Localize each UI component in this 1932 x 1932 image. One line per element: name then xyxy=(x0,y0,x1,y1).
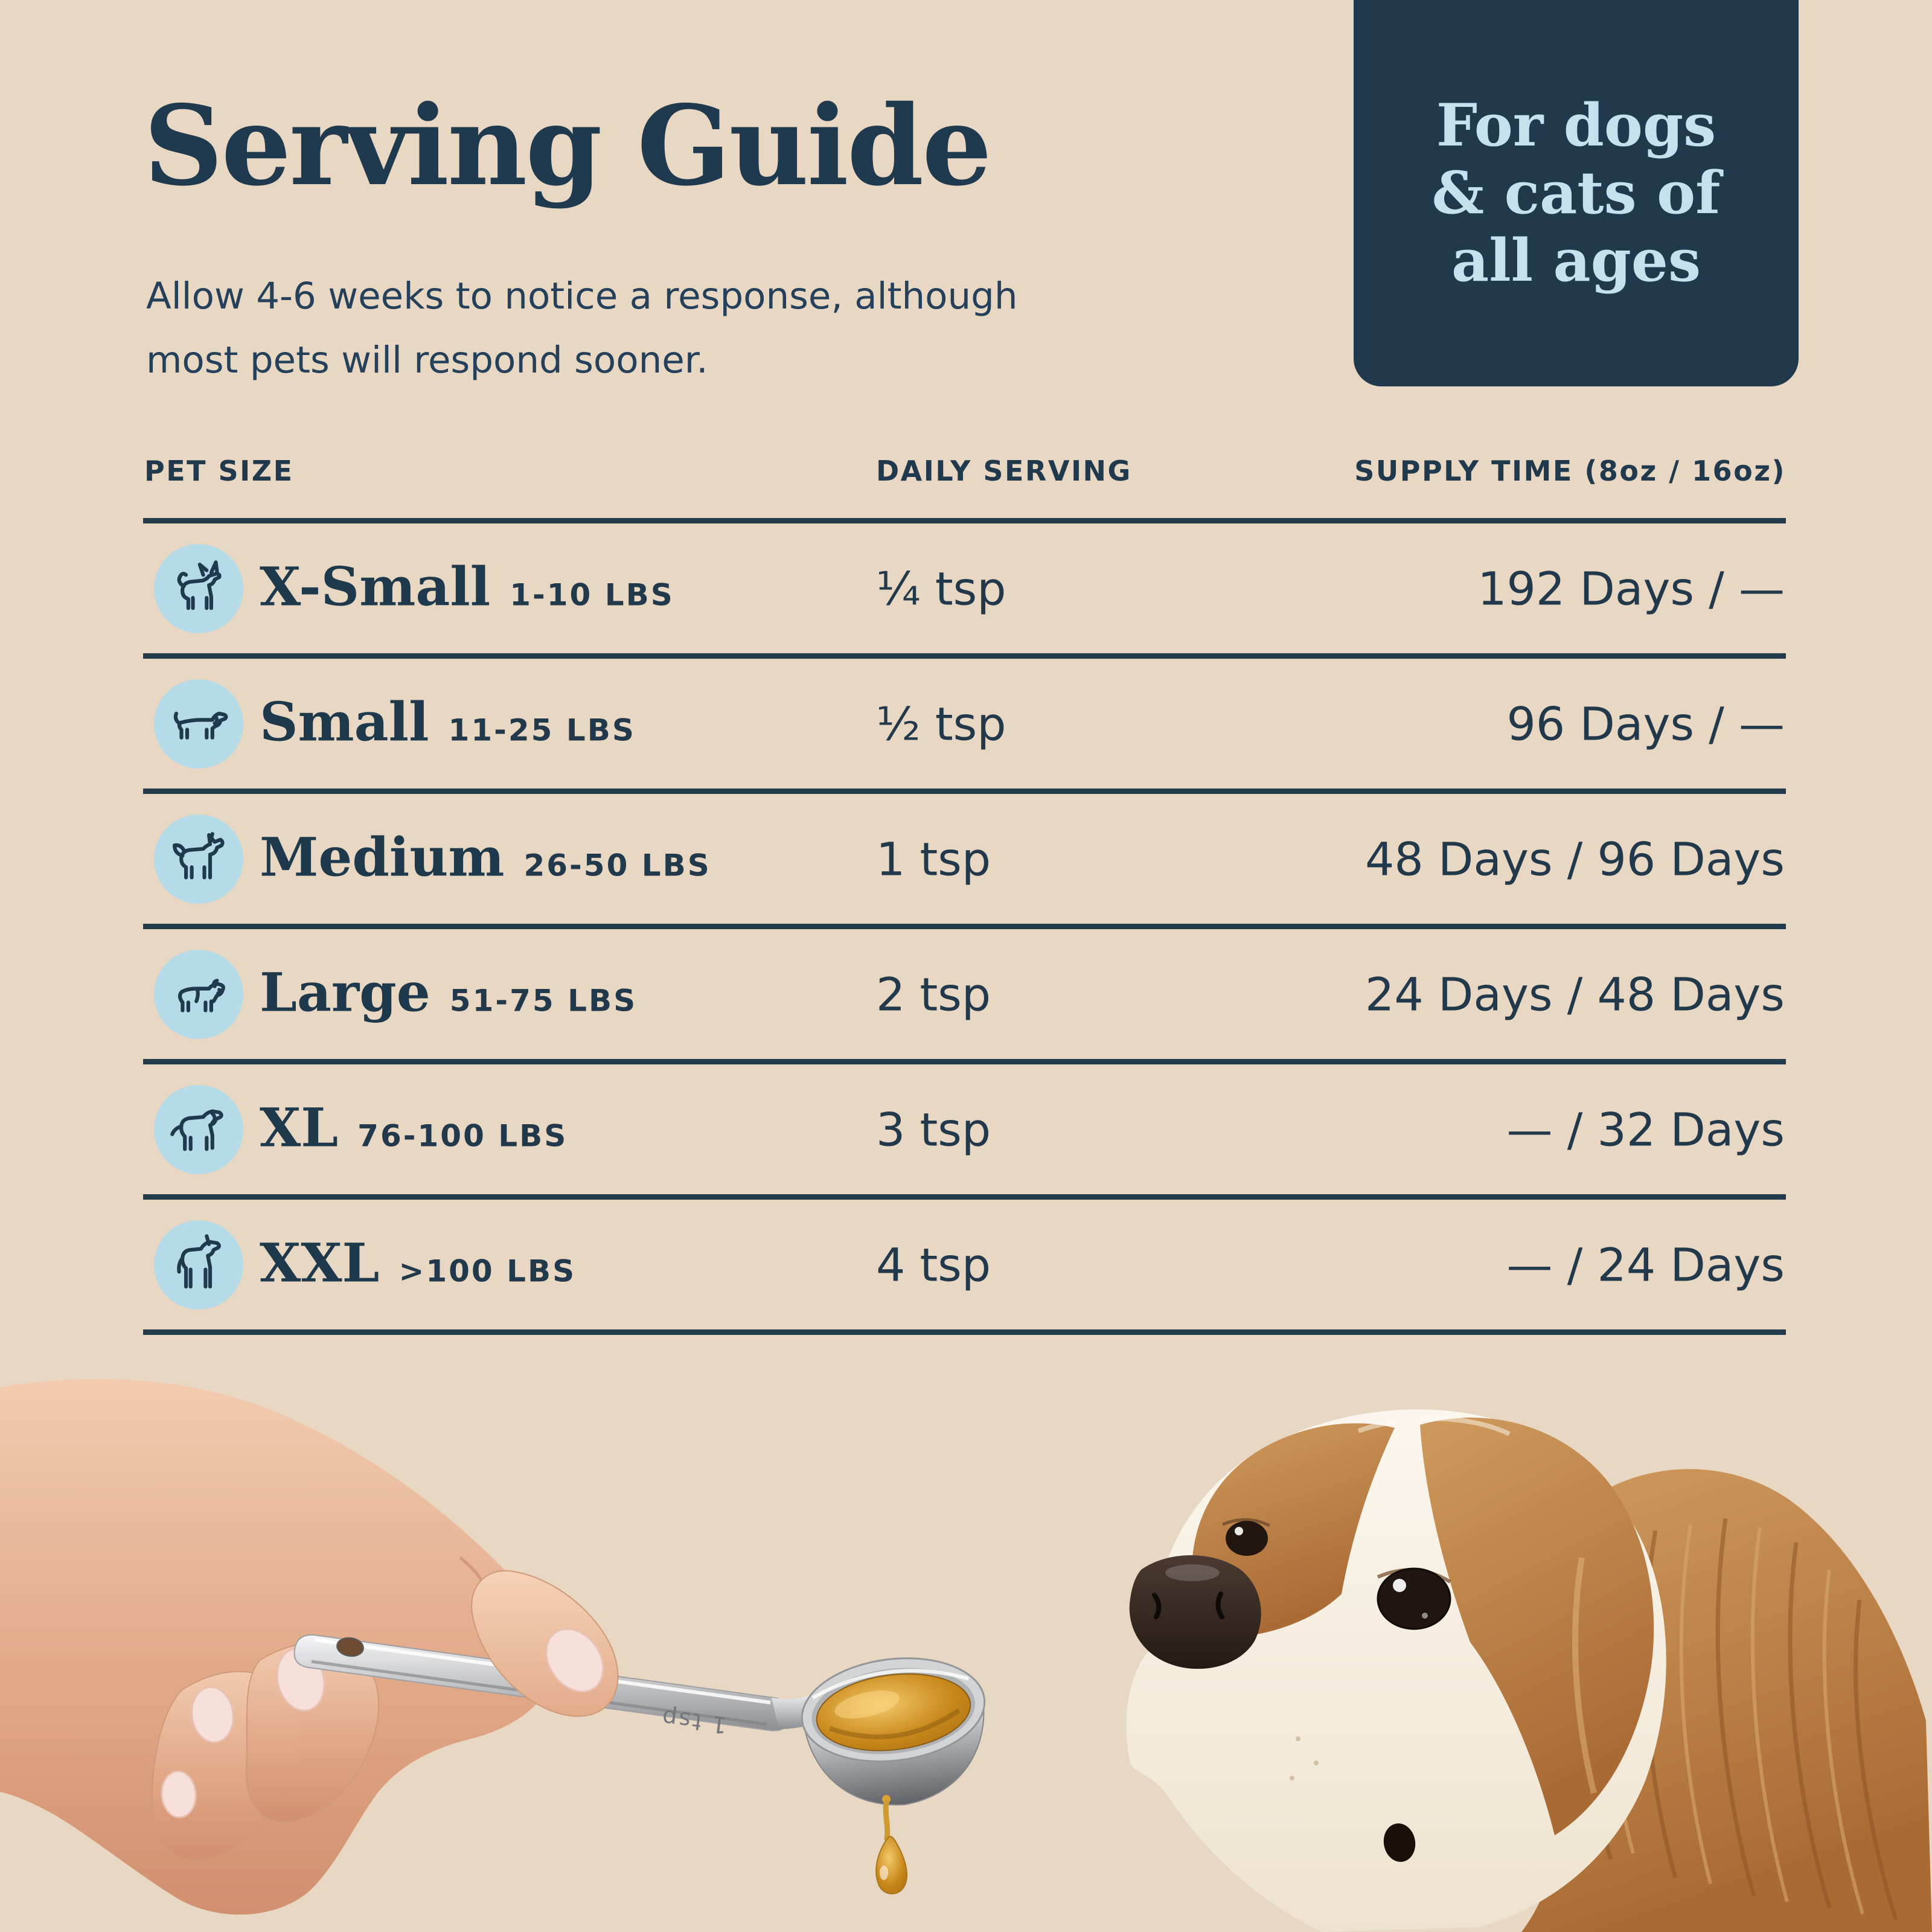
chihuahua-icon xyxy=(164,554,233,623)
table-row-xl xyxy=(143,1064,1786,1200)
pet-size-label: Medium 26-50 LBS xyxy=(260,825,711,888)
pet-icon-circle xyxy=(154,679,243,769)
dog-photo xyxy=(1126,1409,1932,1932)
supply-time-value: 192 Days / — xyxy=(1477,561,1785,615)
daily-serving-value: 3 tsp xyxy=(876,1102,991,1156)
page-title: Serving Guide xyxy=(144,81,990,210)
table-row-xsmall xyxy=(143,523,1786,659)
badge-line: all ages xyxy=(1451,226,1701,295)
daily-serving-value: 1 tsp xyxy=(876,832,991,886)
header-pet-size: PET SIZE xyxy=(144,455,294,487)
pet-icon-circle xyxy=(154,1085,243,1174)
page-subtitle xyxy=(146,264,1018,392)
supply-time-value: — / 24 Days xyxy=(1506,1238,1785,1291)
supply-time-value: 96 Days / — xyxy=(1506,697,1785,750)
product-photo xyxy=(0,1377,1932,1932)
pet-size-label: XXL >100 LBS xyxy=(260,1230,577,1294)
audience-badge xyxy=(1354,0,1799,386)
pet-icon-circle xyxy=(154,950,243,1039)
spoon-bowl xyxy=(796,1648,996,1815)
pet-icon-circle xyxy=(154,814,243,904)
supply-time-value: — / 32 Days xyxy=(1506,1102,1785,1156)
table-row-large xyxy=(143,929,1786,1064)
supply-time-value: 24 Days / 48 Days xyxy=(1365,967,1785,1021)
spoon-label: 1 tsp xyxy=(659,1704,729,1739)
pet-size-label: X-Small 1-10 LBS xyxy=(260,554,674,618)
corgi-icon xyxy=(164,825,233,894)
pet-size-label: XL 76-100 LBS xyxy=(260,1095,568,1159)
retriever-icon xyxy=(164,1095,233,1164)
daily-serving-value: 2 tsp xyxy=(876,967,991,1021)
dachshund-icon xyxy=(164,689,233,758)
daily-serving-value: 4 tsp xyxy=(876,1238,991,1291)
daily-serving-value: ¼ tsp xyxy=(876,561,1006,615)
pet-icon-circle xyxy=(154,544,243,633)
table-header xyxy=(143,452,1786,490)
badge-line: For dogs xyxy=(1436,91,1716,159)
table-row-small xyxy=(143,659,1786,794)
daily-serving-value: ½ tsp xyxy=(876,697,1006,750)
pet-size-label: Large 51-75 LBS xyxy=(260,960,638,1023)
bulldog-icon xyxy=(164,960,233,1029)
pet-icon-circle xyxy=(154,1220,243,1310)
badge-line: & cats of xyxy=(1431,158,1721,227)
header-daily-serving: DAILY SERVING xyxy=(876,455,1132,487)
oil-drop xyxy=(876,1795,907,1894)
dog-right-eye xyxy=(1378,1569,1450,1629)
header-supply-time: SUPPLY TIME (8oz / 16oz) xyxy=(1354,455,1786,487)
serving-table xyxy=(143,518,1786,1335)
hand-palm xyxy=(0,1379,555,1914)
table-row-xxl xyxy=(143,1200,1786,1335)
subtitle-line-2: most pets will respond sooner. xyxy=(146,339,708,382)
hand-photo xyxy=(0,1379,996,1914)
pet-size-label: Small 11-25 LBS xyxy=(260,689,636,753)
great-dane-icon xyxy=(164,1230,233,1299)
subtitle-line-1: Allow 4-6 weeks to notice a response, although xyxy=(146,275,1018,318)
supply-time-value: 48 Days / 96 Days xyxy=(1365,832,1785,886)
table-row-medium xyxy=(143,794,1786,929)
